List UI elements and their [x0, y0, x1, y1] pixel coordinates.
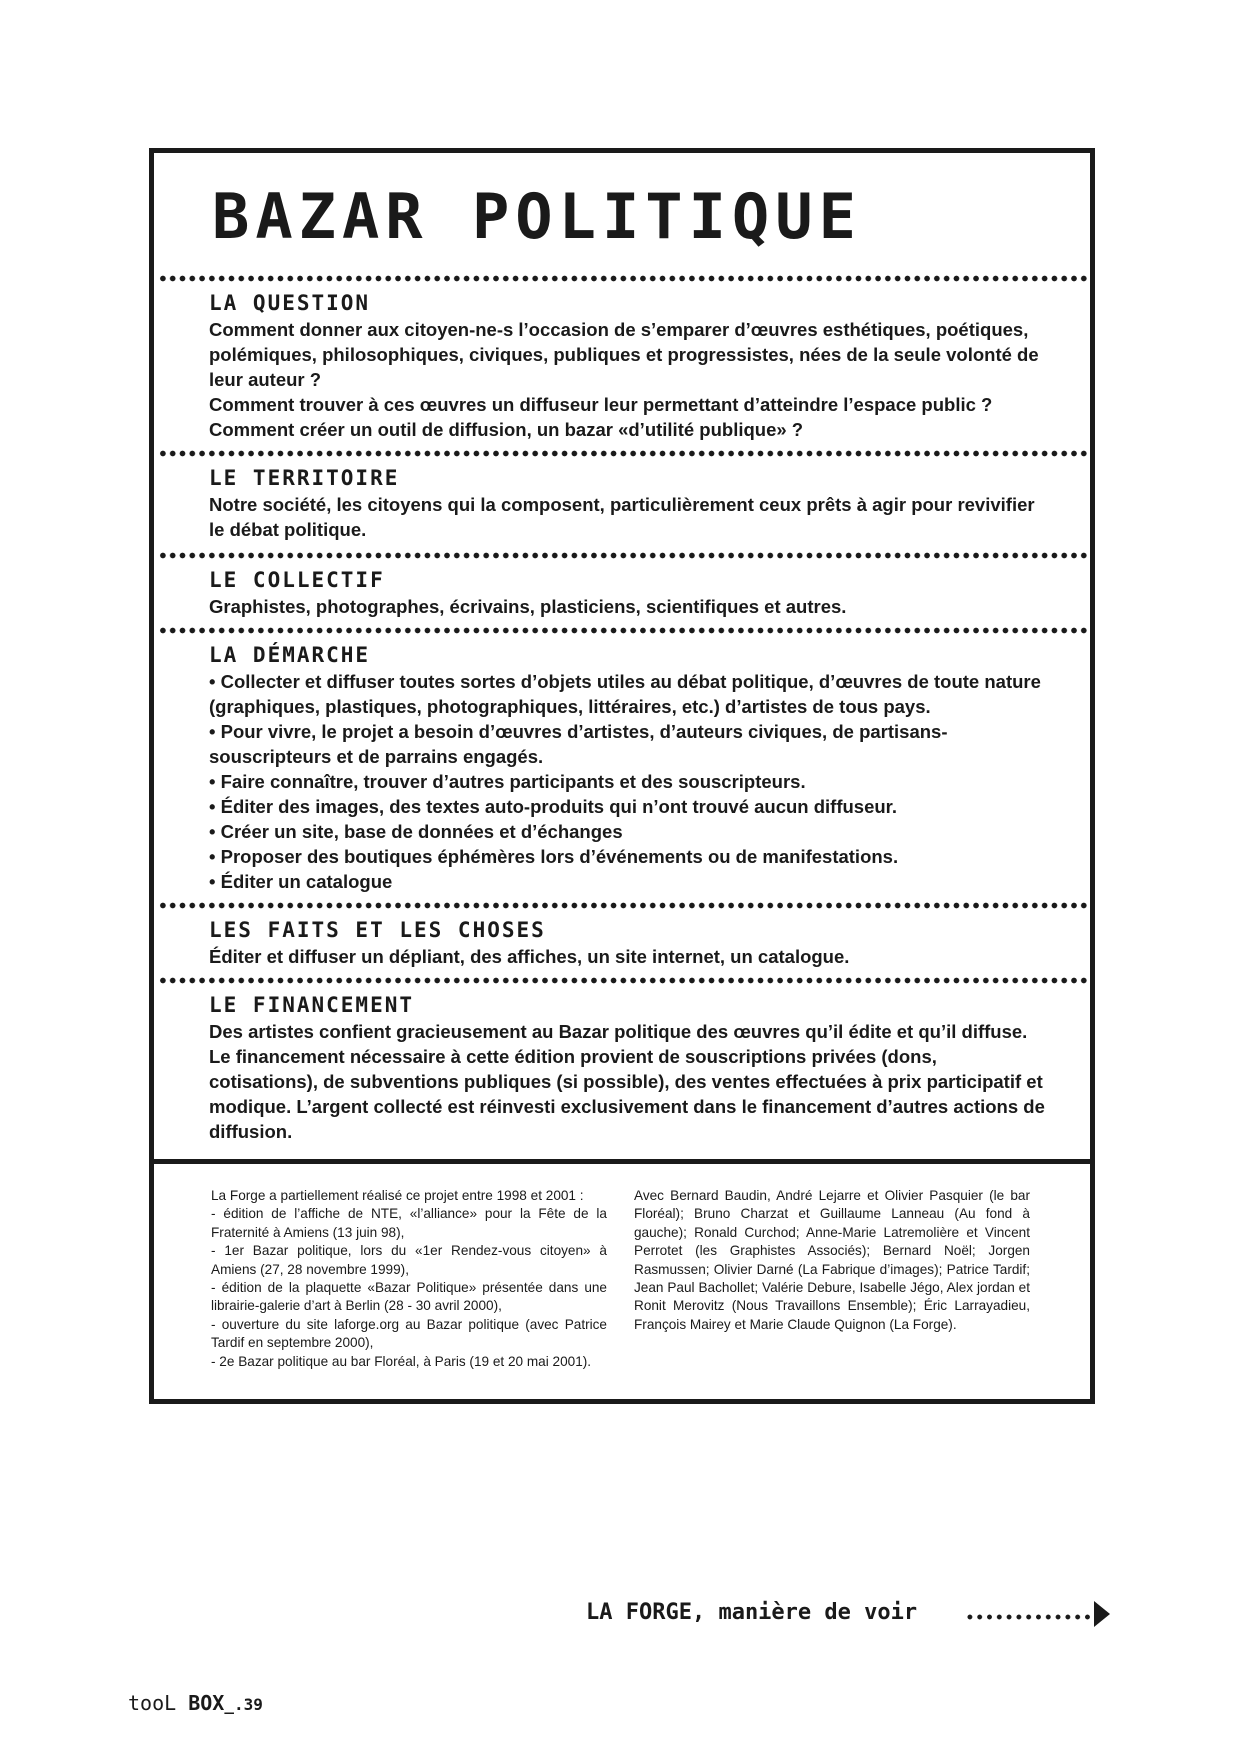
note-line: - ouverture du site laforge.org au Bazar politique (avec Patrice Tardif en septembre 2000), — [211, 1316, 607, 1351]
paragraph: Graphistes, photographes, écrivains, plasticiens, scientifiques et autres. — [209, 596, 847, 617]
dotted-divider — [158, 552, 1094, 559]
section-le-financement — [209, 992, 1049, 1144]
section-body — [209, 669, 1049, 894]
section-body — [209, 1019, 1049, 1144]
history-note — [211, 1187, 607, 1371]
note-line: - 2e Bazar politique au bar Floréal, à Paris (19 et 20 mai 2001). — [211, 1353, 592, 1369]
section-heading: LES FAITS ET LES CHOSES — [209, 918, 546, 942]
dotted-divider — [158, 627, 1094, 634]
bazar-politique-frame — [149, 148, 1095, 1404]
section-body — [209, 492, 1049, 542]
paragraph: Comment donner aux citoyen-ne-s l’occasion de s’emparer d’œuvres esthétiques, poétiques, polémiques, philosophiques, civiques, publiques et progressistes, nées de la seule volonté de leur auteur ? — [209, 319, 1039, 390]
section-la-question — [209, 290, 1049, 442]
paragraph: Éditer et diffuser un dépliant, des affiches, un site internet, un catalogue. — [209, 946, 850, 967]
bullet-item: • Faire connaître, trouver d’autres participants et des souscripteurs. — [209, 771, 806, 792]
tagline: LA FORGE, manière de voir — [586, 1600, 918, 1625]
note-line: - édition de la plaquette «Bazar Politique» présentée dans une librairie-galerie d’art à Berlin (28 - 30 avril 2000), — [211, 1280, 607, 1314]
bullet-item: • Proposer des boutiques éphémères lors d’événements ou de manifestations. — [209, 846, 899, 867]
footer-box: BOX — [188, 1691, 225, 1715]
credits-note — [634, 1187, 1030, 1334]
paragraph: Comment trouver à ces œuvres un diffuseur leur permettant d’atteindre l’espace public ? — [209, 394, 993, 415]
bullet-item: • Éditer un catalogue — [209, 871, 393, 892]
note-line: Avec Bernard Baudin, André Lejarre et Olivier Pasquier (le bar Floréal); Bruno Charzat et Guillaume Lanneau (Au fond à gauche); Ronald Curchod; Anne-Marie Latremolière et Vincent Perrotet (les Graphistes Associés); Bernard Noël; Jorgen Rasmussen; Olivier Darné (La Fabrique d’images); Patrice Tardif; Jean Paul Bachollet; Valérie Debure, Isabelle Jégo, Alex jordan et Ronit Merovitz (Nous Travaillons Ensemble); Éric Larrayadieu, François Mairey et Marie Claude Quignon (La Forge). — [634, 1188, 1030, 1332]
section-heading: LE FINANCEMENT — [209, 993, 415, 1017]
bullet-item: • Collecter et diffuser toutes sortes d’objets utiles au débat politique, d’œuvres de toute nature (graphiques, plastiques, photographiques, littéraires, etc.) d’artistes de tous pays. — [209, 671, 1041, 717]
bullet-item: • Pour vivre, le projet a besoin d’œuvres d’artistes, d’auteurs civiques, de partisans-souscripteurs et de parrains engagés. — [209, 721, 948, 767]
paragraph: Comment créer un outil de diffusion, un bazar «d’utilité publique» ? — [209, 419, 804, 440]
section-le-collectif — [209, 567, 1049, 619]
paragraph: Notre société, les citoyens qui la composent, particulièrement ceux prêts à agir pour revivifier le débat politique. — [209, 494, 1035, 540]
page-title: BAZAR POLITIQUE — [212, 180, 862, 253]
note-line: - 1er Bazar politique, lors du «1er Rendez-vous citoyen» à Amiens (27, 28 novembre 1999), — [211, 1243, 607, 1277]
footer-page-number — [128, 1690, 263, 1718]
section-heading: LA DÉMARCHE — [209, 643, 371, 667]
bullet-item: • Éditer des images, des textes auto-produits qui n’ont trouvé aucun diffuseur. — [209, 796, 897, 817]
section-heading: LE TERRITOIRE — [209, 466, 400, 490]
footer-tool: tooL — [128, 1691, 177, 1715]
section-heading: LA QUESTION — [209, 291, 371, 315]
dotted-divider — [158, 977, 1094, 984]
bullet-item: • Créer un site, base de données et d’échanges — [209, 821, 623, 842]
page-number: _.39 — [224, 1695, 263, 1714]
dotted-divider — [158, 902, 1094, 909]
arrow-right-icon — [1094, 1601, 1110, 1627]
note-line: - édition de l’affiche de NTE, «l’alliance» pour la Fête de la Fraternité à Amiens (13 juin 98), — [211, 1206, 607, 1240]
section-body — [209, 944, 1049, 969]
dotted-divider — [158, 275, 1094, 282]
section-heading: LE COLLECTIF — [209, 568, 385, 592]
section-la-demarche — [209, 642, 1049, 894]
section-body — [209, 594, 1049, 619]
section-body — [209, 317, 1049, 442]
dotted-divider — [158, 450, 1094, 457]
section-le-territoire — [209, 465, 1049, 542]
note-line: La Forge a partiellement réalisé ce projet entre 1998 et 2001 : — [211, 1188, 584, 1203]
tagline-dots — [965, 1614, 1093, 1620]
solid-divider — [154, 1159, 1090, 1164]
section-les-faits-et-les-choses — [209, 917, 1049, 969]
paragraph: Des artistes confient gracieusement au Bazar politique des œuvres qu’il édite et qu’il diffuse. Le financement nécessaire à cette édition provient de souscriptions privées (dons, cotisations), de subventions publiques (si possible), des ventes effectuées à prix participatif et modique. L’argent collecté est réinvesti exclusivement dans le financement d’autres actions de diffusion. — [209, 1021, 1045, 1142]
